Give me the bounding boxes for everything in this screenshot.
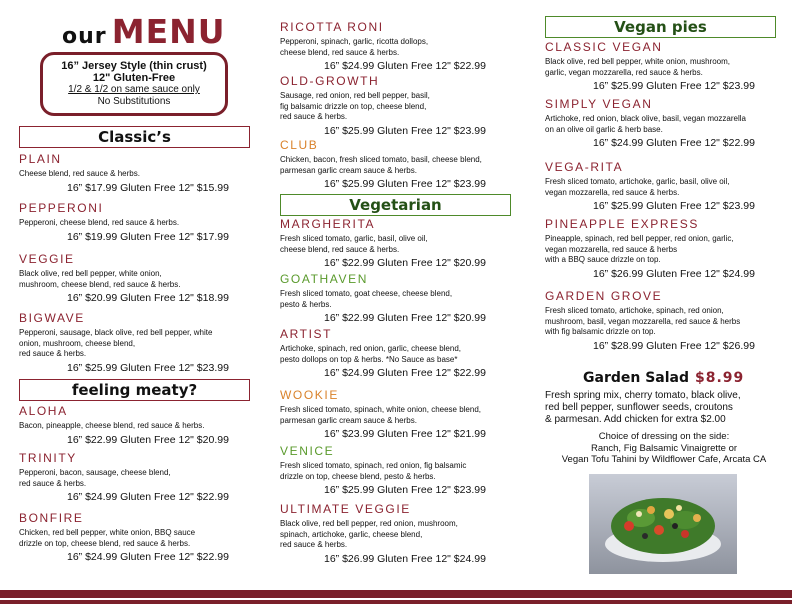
menu-item-goathaven	[280, 272, 525, 324]
item-price: 16” $24.99 Gluten Free 12" $22.99	[67, 491, 229, 503]
section-meaty-header: feeling meaty?	[19, 379, 250, 401]
item-desc: Cheese blend, red sauce & herbs.	[19, 169, 140, 178]
item-name: TRINITY	[19, 451, 77, 465]
item-desc: Artichoke, red onion, black olive, basil, vegan mozzarella on an olive oil garlic & herb base.	[545, 114, 746, 134]
item-price: 16” $25.99 Gluten Free 12" $23.99	[324, 178, 486, 190]
item-name: ULTIMATE VEGGIE	[280, 502, 411, 516]
item-name: CLUB	[280, 138, 319, 152]
menu-item-classic-vegan	[545, 40, 785, 92]
item-desc: Sausage, red onion, red bell pepper, basil, fig balsamic drizzle on top, cheese blend, red sauce & herbs.	[280, 91, 430, 121]
item-name: WOOKIE	[280, 388, 339, 402]
info-line-3: 1/2 & 1/2 on same sauce only	[68, 84, 200, 95]
item-price: 16” $25.99 Gluten Free 12" $23.99	[324, 124, 486, 137]
menu-item-pineapple-express	[545, 217, 785, 280]
item-price: 16” $20.99 Gluten Free 12" $18.99	[67, 292, 229, 304]
item-name: SIMPLY VEGAN	[545, 97, 653, 111]
section-classics-header: Classic’s	[19, 126, 250, 148]
info-line-4: No Substitutions	[97, 96, 171, 107]
item-name: GOATHAVEN	[280, 272, 368, 286]
menu-item-bonfire	[19, 511, 259, 563]
info-line-1: 16” Jersey Style (thin crust)	[61, 60, 207, 72]
item-price: 16” $25.99 Gluten Free 12" $23.99	[324, 484, 486, 496]
item-desc: Pepperoni, cheese blend, red sauce & herbs.	[19, 218, 180, 227]
item-name: MARGHERITA	[280, 217, 376, 231]
salad-dressing-note: Choice of dressing on the side: Ranch, Fig Balsamic Vinaigrette or Vegan Tofu Tahini by Wildflower Cafe, Arcata CA	[561, 431, 767, 465]
section-vegetarian-header: Vegetarian	[280, 194, 511, 216]
menu-item-garden-grove	[545, 289, 785, 352]
menu-item-vega-rita	[545, 160, 785, 212]
item-price: 16” $24.99 Gluten Free 12" $22.99	[593, 137, 755, 149]
menu-item-ultimate-veggie	[280, 502, 525, 565]
item-name: ALOHA	[19, 404, 68, 418]
item-price: 16” $23.99 Gluten Free 12" $21.99	[324, 428, 486, 440]
item-price: 16” $28.99 Gluten Free 12" $26.99	[593, 339, 755, 352]
item-desc: Fresh sliced tomato, garlic, basil, olive oil, cheese blend, red sauce & herbs.	[280, 234, 428, 254]
item-desc: Chicken, red bell pepper, white onion, BBQ sauce drizzle on top, cheese blend, red sauce & herbs.	[19, 528, 196, 548]
salad-price: $8.99	[695, 370, 745, 386]
item-desc: Fresh sliced tomato, spinach, red onion, fig balsamic drizzle on top, cheese blend, pesto & herbs.	[280, 461, 467, 481]
menu-item-margherita	[280, 217, 525, 269]
item-price: 16” $25.99 Gluten Free 12" $23.99	[67, 361, 229, 374]
menu-item-venice	[280, 444, 525, 496]
menu-item-plain	[19, 152, 259, 194]
item-name: VEGGIE	[19, 252, 75, 266]
menu-title	[62, 12, 226, 51]
item-price: 16” $25.99 Gluten Free 12" $23.99	[593, 80, 755, 92]
title-menu: MENU	[111, 12, 226, 51]
item-name: VENICE	[280, 444, 335, 458]
item-name: PEPPERONI	[19, 201, 104, 215]
item-price: 16” $26.99 Gluten Free 12" $24.99	[593, 267, 755, 280]
item-desc: Pepperoni, bacon, sausage, cheese blend, red sauce & herbs.	[19, 468, 171, 488]
salad-photo	[589, 474, 737, 574]
info-box	[40, 52, 228, 116]
item-price: 16” $22.99 Gluten Free 12" $20.99	[324, 257, 486, 269]
item-price: 16” $19.99 Gluten Free 12" $17.99	[67, 230, 229, 243]
item-name: RICOTTA RONI	[280, 20, 384, 34]
item-desc: Pepperoni, sausage, black olive, red bell pepper, white onion, mushroom, cheese blend, red sauce & herbs.	[19, 328, 213, 358]
item-desc: Black olive, red bell pepper, white onion, mushroom, garlic, vegan mozzarella, red sauce & herbs.	[545, 57, 730, 77]
item-price: 16” $22.99 Gluten Free 12" $20.99	[67, 433, 229, 446]
section-vegan-header: Vegan pies	[545, 16, 776, 38]
salad-heading	[583, 370, 744, 386]
item-name: CLASSIC VEGAN	[545, 40, 663, 54]
item-desc: Black olive, red bell pepper, white onion, mushroom, cheese blend, red sauce & herbs.	[19, 269, 181, 289]
menu-item-veggie	[19, 252, 259, 304]
menu-item-bigwave	[19, 311, 259, 374]
item-price: 16” $26.99 Gluten Free 12" $24.99	[324, 552, 486, 565]
item-price: 16” $24.99 Gluten Free 12" $22.99	[67, 551, 229, 563]
item-name: PLAIN	[19, 152, 62, 166]
item-desc: Black olive, red bell pepper, red onion, mushroom, spinach, artichoke, garlic, cheese blend, red sauce & herbs.	[280, 519, 458, 549]
item-name: OLD-GROWTH	[280, 74, 380, 88]
item-price: 16” $24.99 Gluten Free 12" $22.99	[324, 367, 486, 379]
info-line-2: 12" Gluten-Free	[92, 72, 176, 84]
menu-item-artist	[280, 327, 525, 379]
item-desc: Bacon, pineapple, cheese blend, red sauce & herbs.	[19, 421, 205, 430]
salad-title: Garden Salad	[583, 370, 689, 386]
item-desc: Fresh sliced tomato, artichoke, garlic, basil, olive oil, vegan mozzarella, red sauce & herbs.	[545, 177, 730, 197]
item-desc: Fresh sliced tomato, artichoke, spinach, red onion, mushroom, basil, vegan mozzarella, red sauce & herbs with fig balsamic drizzle on top.	[545, 306, 741, 336]
footer-bar-thick	[0, 590, 792, 598]
item-price: 16” $24.99 Gluten Free 12" $22.99	[324, 60, 486, 72]
title-our: our	[62, 24, 107, 49]
item-desc: Fresh sliced tomato, goat cheese, cheese blend, pesto & herbs.	[280, 289, 453, 309]
menu-item-ricotta-roni	[280, 20, 525, 72]
menu-item-pepperoni	[19, 201, 259, 243]
menu-item-old-growth	[280, 74, 525, 137]
item-price: 16” $25.99 Gluten Free 12" $23.99	[593, 200, 755, 212]
footer-bar-thin	[0, 600, 792, 604]
menu-item-aloha	[19, 404, 259, 446]
menu-item-wookie	[280, 388, 525, 440]
salad-desc: Fresh spring mix, cherry tomato, black olive, red bell pepper, sunflower seeds, croutons & parmesan. Add chicken for extra $2.00	[545, 390, 741, 425]
menu-item-trinity	[19, 451, 259, 503]
item-name: ARTIST	[280, 327, 333, 341]
item-desc: Chicken, bacon, fresh sliced tomato, basil, cheese blend, parmesan garlic cream sauce & herbs.	[280, 155, 482, 175]
item-desc: Pepperoni, spinach, garlic, ricotta dollops, cheese blend, red sauce & herbs.	[280, 37, 429, 57]
item-price: 16” $22.99 Gluten Free 12" $20.99	[324, 312, 486, 324]
item-price: 16” $17.99 Gluten Free 12" $15.99	[67, 181, 229, 194]
menu-item-simply-vegan	[545, 97, 785, 149]
item-desc: Fresh sliced tomato, spinach, white onion, cheese blend, parmesan garlic cream sauce & herbs.	[280, 405, 482, 425]
item-desc: Artichoke, spinach, red onion, garlic, cheese blend, pesto dollops on top & herbs. *No Sauce as base*	[280, 344, 461, 364]
item-name: GARDEN GROVE	[545, 289, 663, 303]
item-name: BONFIRE	[19, 511, 84, 525]
item-name: PINEAPPLE EXPRESS	[545, 217, 699, 231]
menu-item-club	[280, 138, 525, 190]
item-desc: Pineapple, spinach, red bell pepper, red onion, garlic, vegan mozzarella, red sauce & herbs with a BBQ sauce drizzle on top.	[545, 234, 734, 264]
item-name: BIGWAVE	[19, 311, 85, 325]
item-name: VEGA-RITA	[545, 160, 624, 174]
